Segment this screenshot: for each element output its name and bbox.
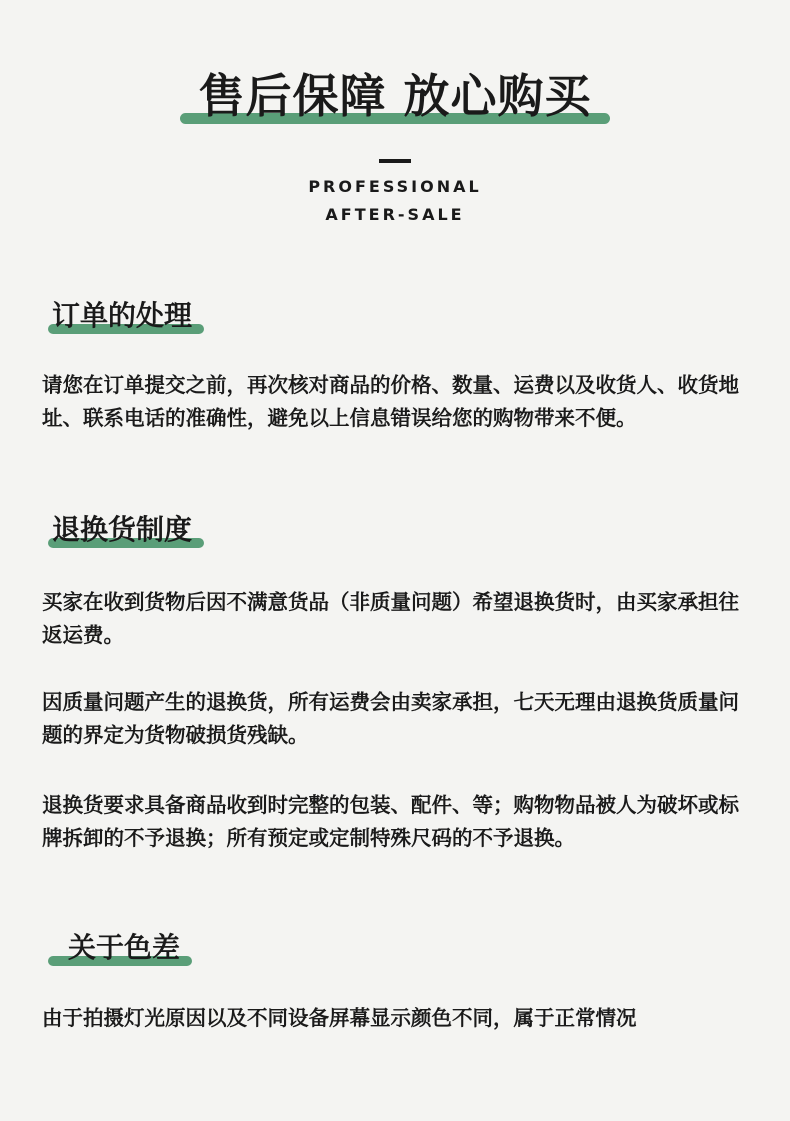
- section-title: 订单的处理: [52, 299, 193, 332]
- order-paragraph: 请您在订单提交之前，再次核对商品的价格、数量、运费以及收货人、收货地址、联系电话的准确性，避免以上信息错误给您的购物带来不便。: [42, 373, 739, 430]
- returns-paragraph-1: 买家在收到货物后因不满意货品（非质量问题）希望退换货时，由买家承担往返运费。: [42, 590, 739, 647]
- returns-paragraph-3: 退换货要求具备商品收到时完整的包装、配件、等；购物物品被人为破坏或标牌拆卸的不予退换；所有预定或定制特殊尺码的不予退换。: [42, 793, 739, 850]
- title-divider: [379, 159, 411, 163]
- page-title: 售后保障 放心购买: [198, 69, 592, 123]
- section-heading-color: [40, 928, 192, 972]
- subtitle-professional: PROFESSIONAL: [308, 177, 482, 196]
- main-title: [0, 66, 790, 126]
- main-title-block: [192, 66, 597, 126]
- section-heading-returns: [40, 510, 204, 554]
- returns-paragraph-2: 因质量问题产生的退换货，所有运费会由卖家承担，七天无理由退换货质量问题的界定为货物破损货残缺。: [42, 690, 739, 747]
- color-paragraph: 由于拍摄灯光原因以及不同设备屏幕显示颜色不同，属于正常情况: [42, 1006, 637, 1030]
- section-title: 关于色差: [68, 931, 181, 964]
- section-heading-order: [40, 296, 204, 340]
- section-title: 退换货制度: [52, 513, 193, 546]
- subtitle-after-sale: AFTER-SALE: [325, 205, 465, 224]
